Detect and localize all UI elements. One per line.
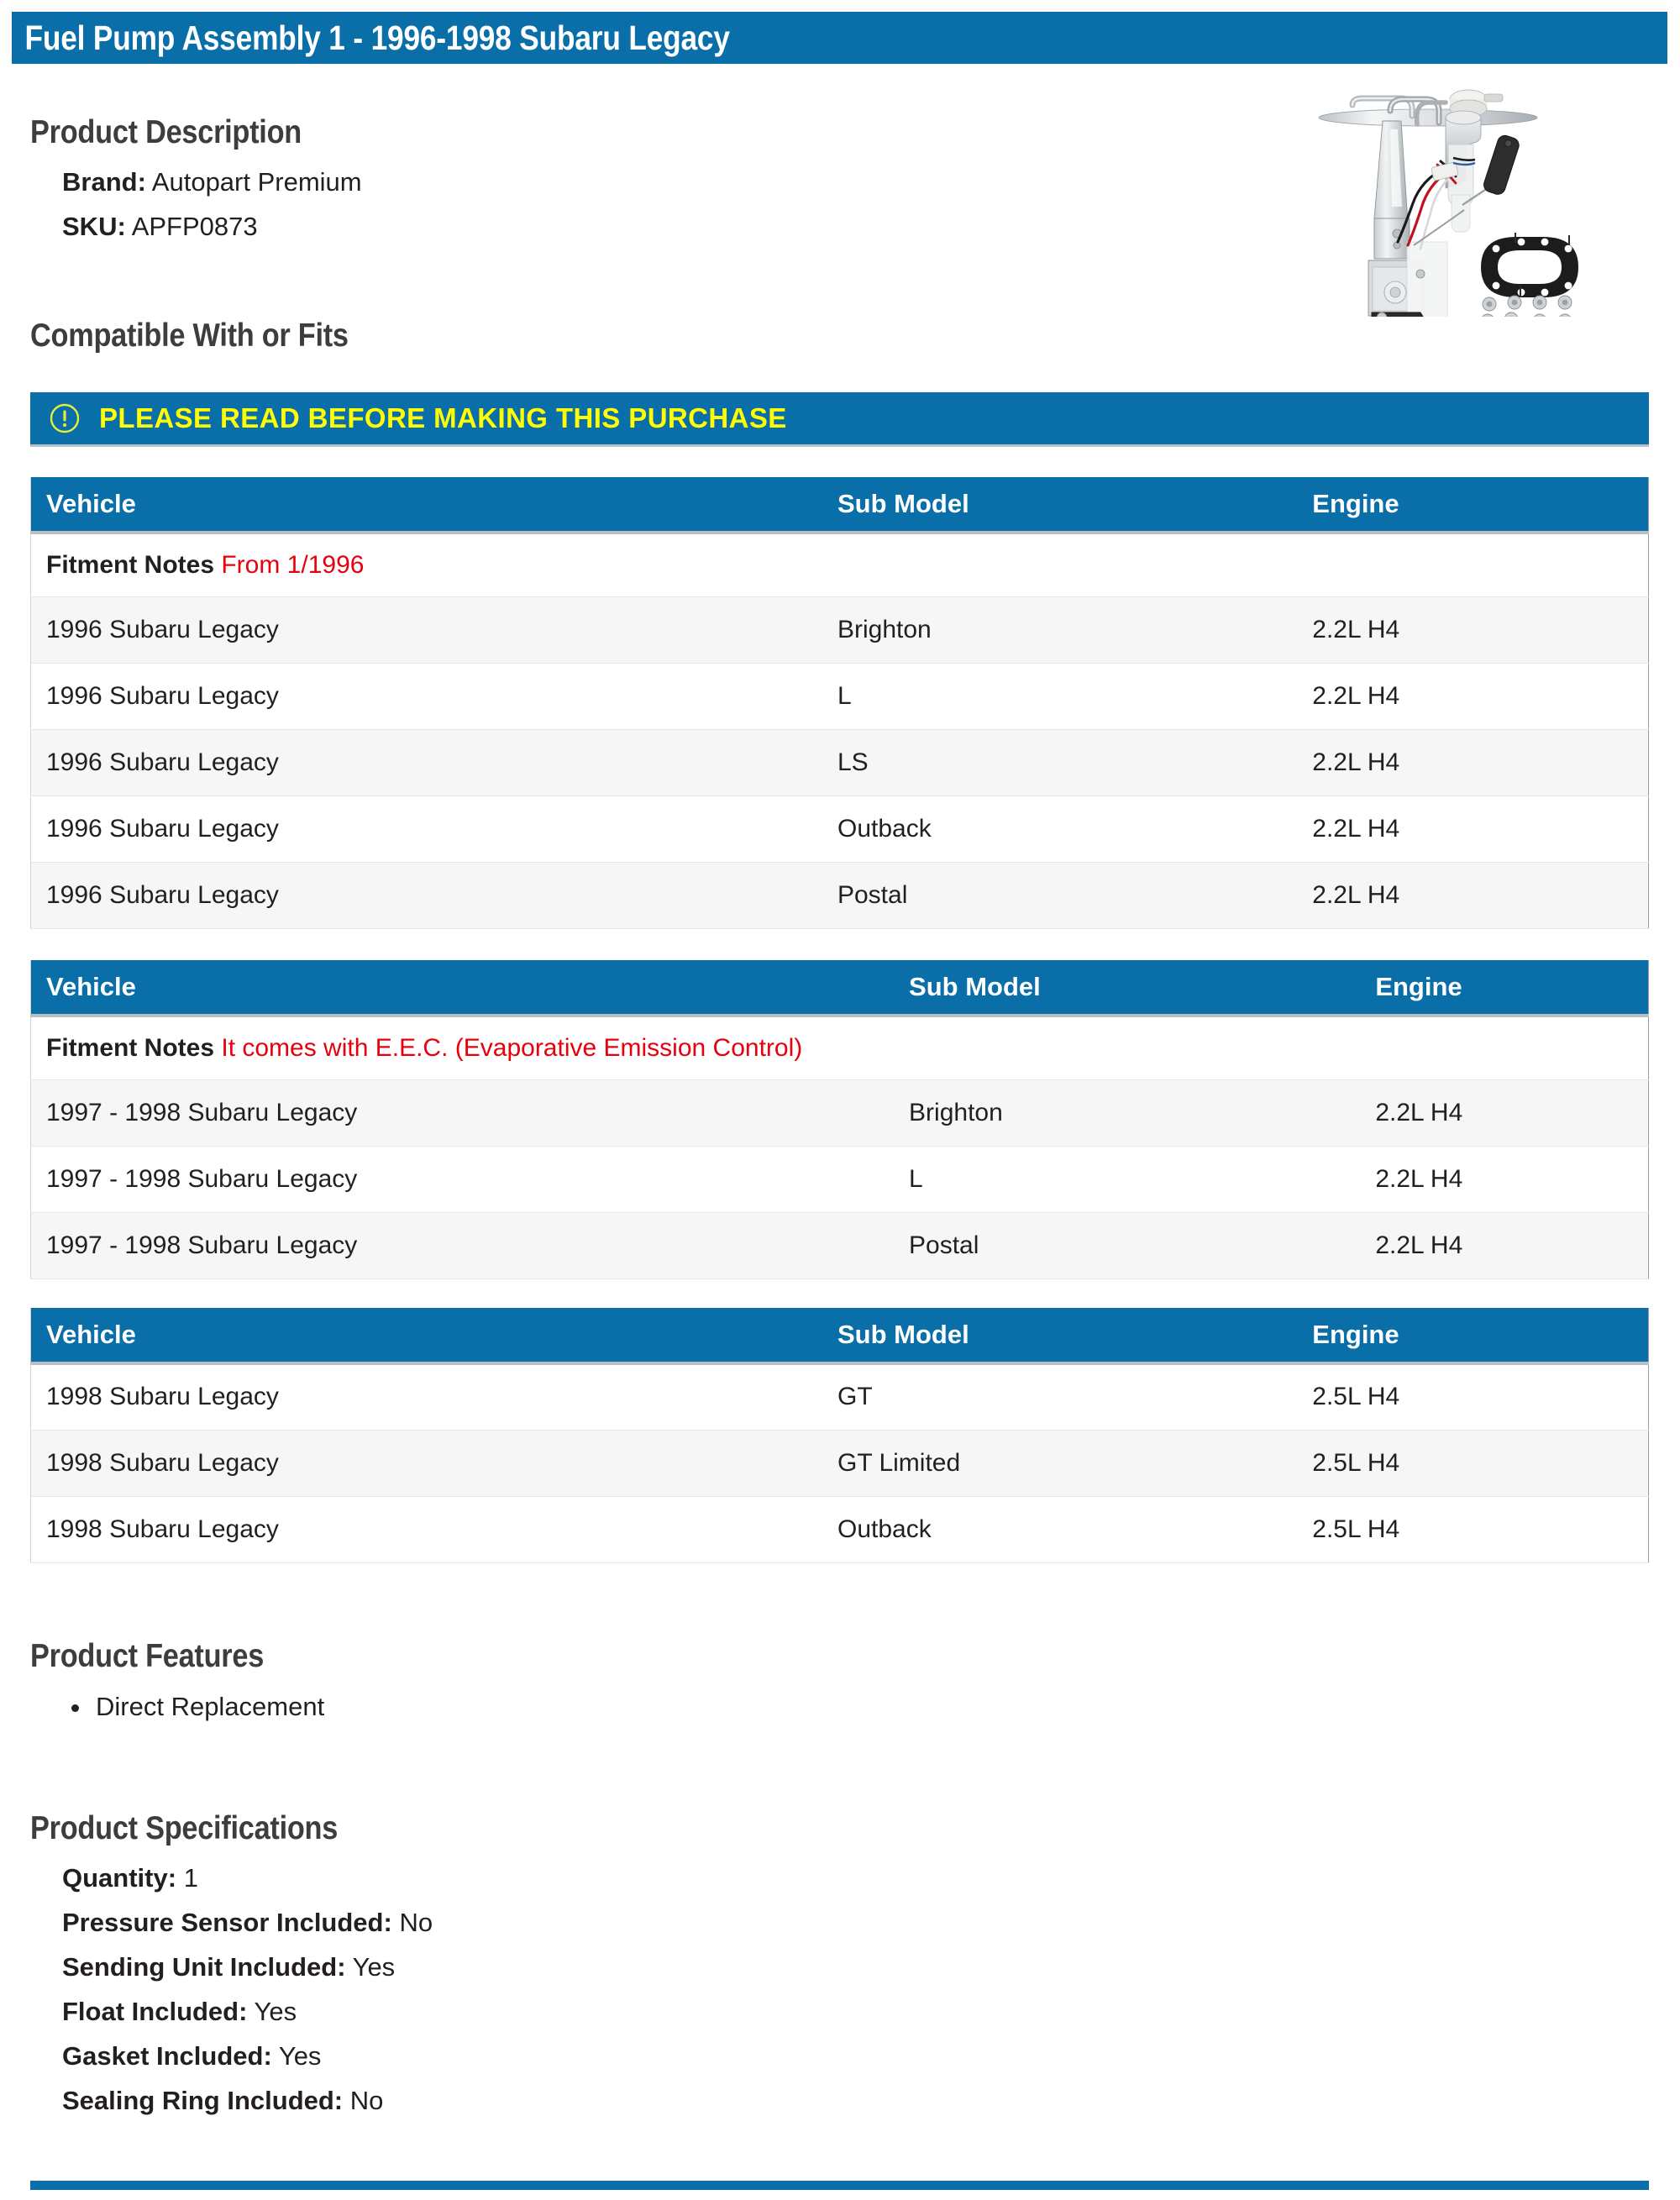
cell-engine: 2.5L H4 [1312, 1496, 1648, 1562]
spec-label: Sealing Ring Included: [62, 2086, 344, 2115]
spec-label: Sending Unit Included: [62, 1952, 346, 1982]
product-description-heading: Product Description [30, 114, 302, 150]
cell-sub-model: Postal [837, 862, 1312, 928]
table-row [31, 729, 1649, 795]
cell-vehicle: 1997 - 1998 Subaru Legacy [31, 1146, 910, 1212]
table-row [31, 1079, 1649, 1146]
table-row [31, 1363, 1649, 1430]
sku-label: SKU: [62, 212, 126, 241]
fitment-table-2 [30, 960, 1649, 1279]
spec-value: 1 [183, 1863, 198, 1893]
product-features-list [30, 1687, 1206, 1727]
cell-engine: 2.2L H4 [1312, 663, 1648, 729]
table-row [31, 596, 1649, 663]
cell-vehicle: 1996 Subaru Legacy [31, 729, 837, 795]
table-row [31, 862, 1649, 928]
table-row [31, 1212, 1649, 1279]
product-description-fields [30, 160, 1206, 249]
table-header-row [31, 1308, 1649, 1363]
cell-engine: 2.2L H4 [1312, 862, 1648, 928]
cell-engine: 2.2L H4 [1312, 795, 1648, 862]
cell-sub-model: GT [837, 1363, 1312, 1430]
spec-value: No [399, 1908, 433, 1937]
fitment-notes-label: Fitment Notes [46, 1033, 215, 1062]
cell-vehicle: 1998 Subaru Legacy [31, 1430, 837, 1496]
column-header-vehicle: Vehicle [31, 1308, 837, 1363]
fitment-notes-value: It comes with E.E.C. (Evaporative Emission Control) [221, 1033, 803, 1062]
table-row [31, 1146, 1649, 1212]
list-item: Direct Replacement [96, 1687, 1206, 1727]
brand-line [62, 160, 1206, 204]
table-row [31, 1430, 1649, 1496]
compatibility-heading: Compatible With or Fits [30, 318, 349, 354]
fuel-pump-assembly-illustration [1273, 77, 1600, 317]
product-features-heading: Product Features [30, 1638, 265, 1674]
exclamation-circle-icon [49, 402, 81, 434]
fitment-notes-value: From 1/1996 [221, 550, 365, 579]
cell-vehicle: 1996 Subaru Legacy [31, 795, 837, 862]
fitment-notes-cell [31, 1016, 1649, 1079]
spec-label: Gasket Included: [62, 2041, 272, 2071]
cell-engine: 2.2L H4 [1312, 596, 1648, 663]
column-header-engine: Engine [1375, 960, 1648, 1016]
column-header-vehicle: Vehicle [31, 477, 837, 533]
cell-sub-model: Outback [837, 795, 1312, 862]
column-header-sub-model: Sub Model [837, 477, 1312, 533]
spec-label: Quantity: [62, 1863, 177, 1893]
purchase-warning-text: PLEASE READ BEFORE MAKING THIS PURCHASE [99, 402, 787, 433]
table-row [31, 663, 1649, 729]
spec-row [62, 1856, 1206, 1900]
spec-label: Pressure Sensor Included: [62, 1908, 392, 1937]
cell-sub-model: Outback [837, 1496, 1312, 1562]
cell-vehicle: 1998 Subaru Legacy [31, 1363, 837, 1430]
column-header-engine: Engine [1312, 477, 1648, 533]
cell-sub-model: L [837, 663, 1312, 729]
table-header-row [31, 960, 1649, 1016]
table-row [31, 1496, 1649, 1562]
sku-line [62, 204, 1206, 249]
cell-engine: 2.2L H4 [1375, 1079, 1648, 1146]
spec-row [62, 2034, 1206, 2078]
spec-label: Float Included: [62, 1997, 248, 2026]
cell-engine: 2.2L H4 [1312, 729, 1648, 795]
fitment-table-1 [30, 477, 1649, 929]
cell-vehicle: 1998 Subaru Legacy [31, 1496, 837, 1562]
spec-value: Yes [278, 2041, 322, 2071]
product-specifications-heading: Product Specifications [30, 1810, 339, 1846]
product-specifications-section [30, 1810, 1206, 2123]
fitment-notes-cell [31, 533, 1649, 596]
cell-sub-model: Brighton [837, 596, 1312, 663]
cell-vehicle: 1996 Subaru Legacy [31, 663, 837, 729]
column-header-engine: Engine [1312, 1308, 1648, 1363]
fitment-table-3 [30, 1308, 1649, 1563]
cell-vehicle: 1997 - 1998 Subaru Legacy [31, 1212, 910, 1279]
cell-vehicle: 1996 Subaru Legacy [31, 862, 837, 928]
column-header-sub-model: Sub Model [909, 960, 1375, 1016]
spec-value: Yes [254, 1997, 297, 2026]
page-title: Fuel Pump Assembly 1 - 1996-1998 Subaru Legacy [24, 18, 730, 57]
fitment-notes-label: Fitment Notes [46, 550, 215, 579]
cell-vehicle: 1996 Subaru Legacy [31, 596, 837, 663]
cell-vehicle: 1997 - 1998 Subaru Legacy [31, 1079, 910, 1146]
cell-sub-model: Brighton [909, 1079, 1375, 1146]
spec-value: No [349, 2086, 384, 2115]
fitment-notes-row [31, 533, 1649, 596]
cell-engine: 2.2L H4 [1375, 1146, 1648, 1212]
product-specifications-list [30, 1856, 1206, 2123]
purchase-warning-banner [30, 392, 1649, 444]
cell-engine: 2.2L H4 [1375, 1212, 1648, 1279]
page-title-bar [12, 12, 1667, 64]
brand-value: Autopart Premium [151, 167, 362, 197]
table-header-row [31, 477, 1649, 533]
cell-engine: 2.5L H4 [1312, 1430, 1648, 1496]
column-header-sub-model: Sub Model [837, 1308, 1312, 1363]
cell-engine: 2.5L H4 [1312, 1363, 1648, 1430]
product-image [1273, 77, 1600, 317]
product-features-section [30, 1638, 1206, 1727]
column-header-vehicle: Vehicle [31, 960, 910, 1016]
cell-sub-model: Postal [909, 1212, 1375, 1279]
sku-value: APFP0873 [131, 212, 258, 241]
spec-row [62, 1989, 1206, 2034]
spec-row [62, 1900, 1206, 1945]
spec-value: Yes [352, 1952, 396, 1982]
fitment-notes-row [31, 1016, 1649, 1079]
spec-row [62, 1945, 1206, 1989]
brand-label: Brand: [62, 167, 146, 197]
cell-sub-model: GT Limited [837, 1430, 1312, 1496]
table-row [31, 795, 1649, 862]
cell-sub-model: LS [837, 729, 1312, 795]
spec-row [62, 2078, 1206, 2123]
cell-sub-model: L [909, 1146, 1375, 1212]
footer-divider [30, 2181, 1649, 2190]
product-description-section [30, 114, 1206, 249]
